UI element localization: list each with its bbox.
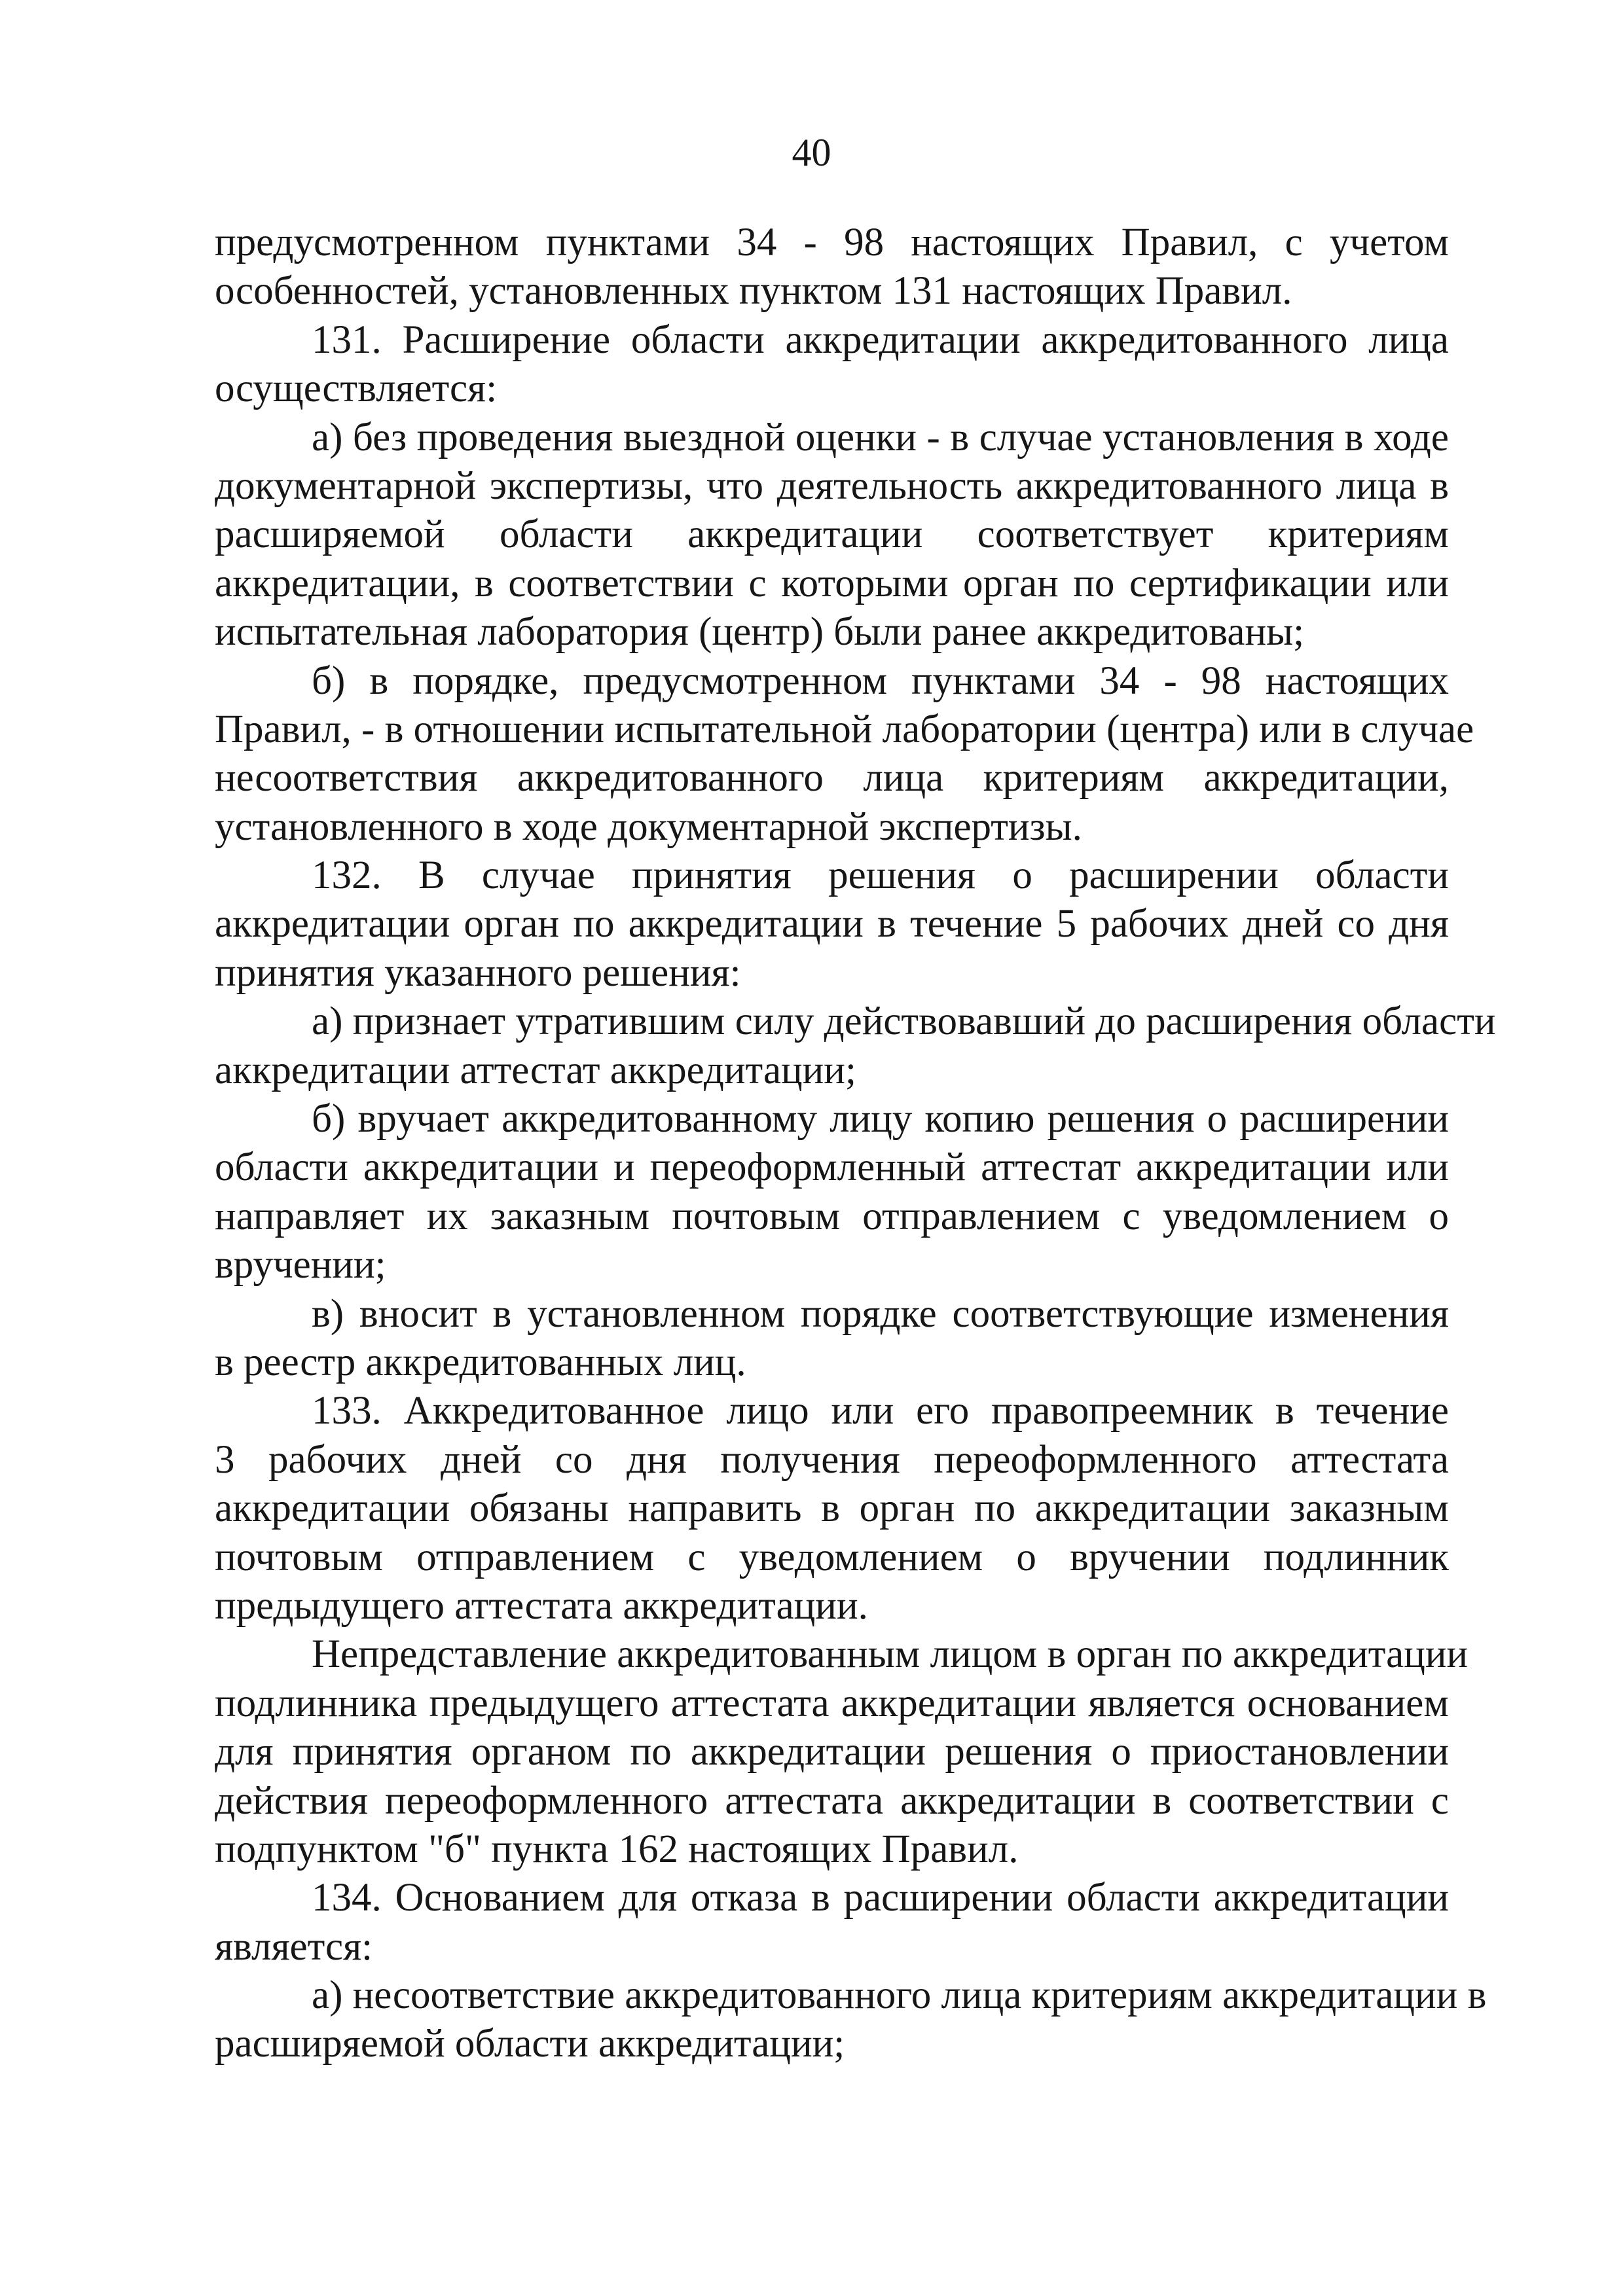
text-line: документарной экспертизы, что деятельность аккредитованного лица в [215,463,1449,508]
text-line: установленного в ходе документарной экспертизы. [215,804,1082,849]
text-line: 132. В случае принятия решения о расширении области [312,853,1449,898]
text-line: 134. Основанием для отказа в расширении области аккредитации [312,1876,1449,1920]
text-line: для принятия органом по аккредитации решения о приостановлении [215,1730,1449,1774]
text-line: а) несоответствие аккредитованного лица критериям аккредитации в [312,1973,1487,2018]
body-text [215,219,1496,2069]
text-line: в реестр аккредитованных лиц. [215,1340,746,1384]
text-line: аккредитации, в соответствии с которыми орган по сертификации или [215,561,1449,605]
text-line: 133. Аккредитованное лицо или его правопреемник в течение [312,1389,1449,1433]
text-line: б) вручает аккредитованному лицу копию решения о расширении [312,1097,1449,1141]
text-line: подлинника предыдущего аттестата аккредитации является основанием [215,1681,1449,1725]
text-line: действия переоформленного аттестата аккредитации в соответствии с [215,1778,1449,1823]
text-line: испытательная лаборатория (центр) были ранее аккредитованы; [215,610,1305,655]
text-line: расширяемой области аккредитации соответствует критериям [215,512,1449,557]
text-line: предыдущего аттестата аккредитации. [215,1583,868,1628]
text-line: а) признает утратившим силу действовавший до расширения области [312,999,1496,1044]
text-line: 3 рабочих дней со дня получения переоформленного аттестата [215,1437,1449,1482]
text-line: почтовым отправлением с уведомлением о вручении подлинник [215,1535,1449,1579]
text-line: является: [215,1924,373,1969]
page-number: 40 [792,131,831,174]
text-line: области аккредитации и переоформленный аттестат аккредитации или [215,1145,1449,1190]
text-line: аккредитации обязаны направить в орган по аккредитации заказным [215,1486,1449,1531]
text-line: б) в порядке, предусмотренном пунктами 34 - 98 настоящих [312,658,1449,703]
text-line: расширяемой области аккредитации; [215,2022,845,2066]
text-line: а) без проведения выездной оценки - в случае установления в ходе [312,415,1449,459]
text-line: несоответствия аккредитованного лица критериям аккредитации, [215,756,1449,800]
text-line: принятия указанного решения: [215,950,741,995]
text-line: аккредитации аттестат аккредитации; [215,1048,856,1092]
text-line: предусмотренном пунктами 34 - 98 настоящих Правил, с учетом [215,221,1449,264]
text-line: в) вносит в установленном порядке соответствующие изменения [312,1291,1449,1336]
text-line: аккредитации орган по аккредитации в течение 5 рабочих дней со дня [215,902,1449,946]
text-line: вручении; [215,1243,386,1287]
text-line: особенностей, установленных пунктом 131 настоящих Правил. [215,269,1292,314]
text-line: Правил, - в отношении испытательной лаборатории (центра) или в случае [215,707,1474,751]
text-line: Непредставление аккредитованным лицом в орган по аккредитации [312,1632,1468,1677]
text-line: 131. Расширение области аккредитации аккредитованного лица [312,317,1449,362]
text-line: осуществляется: [215,367,498,411]
text-line: направляет их заказным почтовым отправлением с уведомлением о [215,1194,1449,1238]
text-line: подпунктом "б" пункта 162 настоящих Правил. [215,1827,1019,1871]
